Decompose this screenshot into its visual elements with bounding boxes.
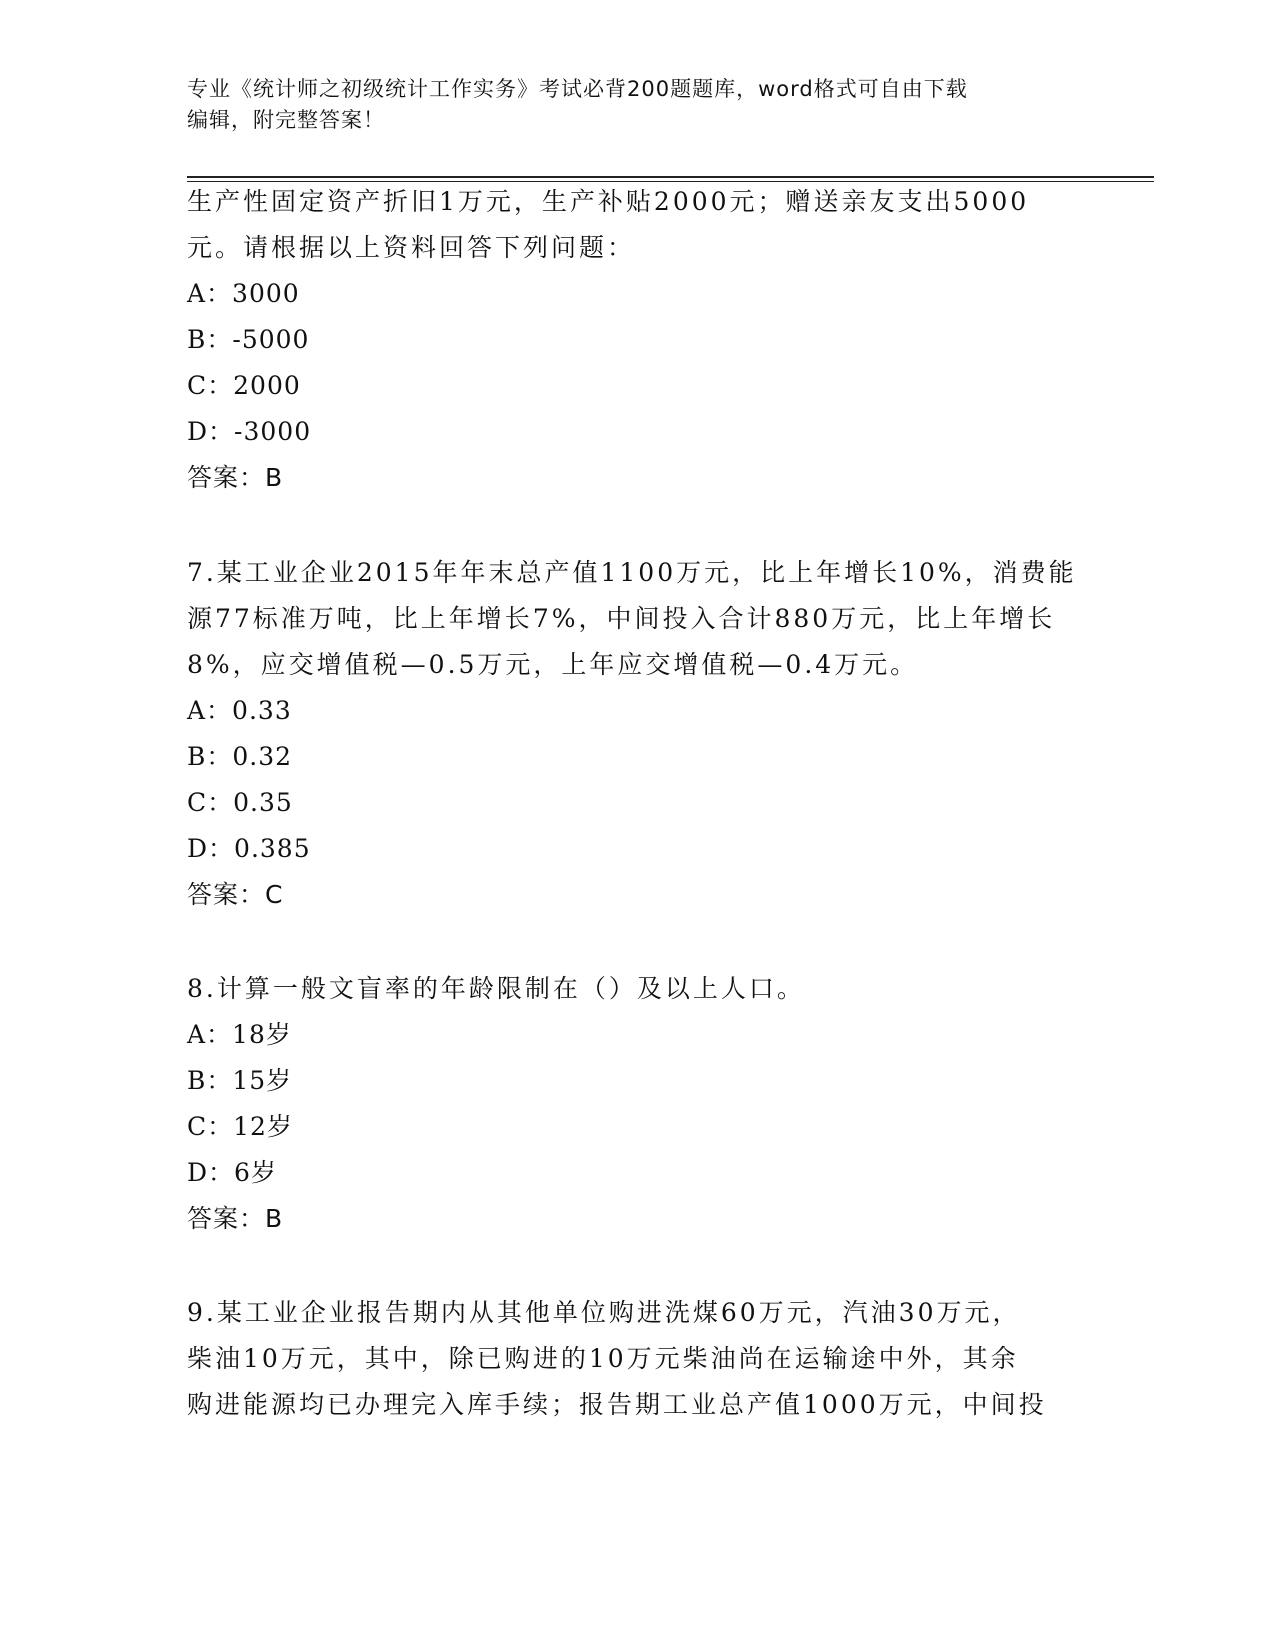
option-c: C：0.35 bbox=[187, 788, 293, 817]
question-text-line: 9.某工业企业报告期内从其他单位购进洗煤60万元，汽油30万元， bbox=[187, 1298, 1021, 1327]
question-text-line: 柴油10万元，其中，除已购进的10万元柴油尚在运输途中外，其余 bbox=[187, 1344, 1019, 1373]
header-line: 编辑，附完整答案！ bbox=[187, 108, 385, 132]
option-d: D：-3000 bbox=[187, 417, 312, 446]
answer-line: 答案：B bbox=[187, 1204, 284, 1233]
header-line: 专业《统计师之初级统计工作实务》考试必背200题题库，word格式可自由下载 bbox=[187, 77, 968, 101]
answer-line: 答案：C bbox=[187, 880, 284, 909]
answer-line: 答案：B bbox=[187, 463, 284, 492]
option-d: D：0.385 bbox=[187, 834, 311, 863]
question-text-line: 8%，应交增值税—0.5万元，上年应交增值税—0.4万元。 bbox=[187, 650, 919, 679]
question-6 bbox=[187, 179, 1087, 501]
question-7 bbox=[187, 550, 1087, 918]
question-text-line: 购进能源均已办理完入库手续；报告期工业总产值1000万元，中间投 bbox=[187, 1390, 1047, 1419]
question-text-line: 8.计算一般文盲率的年龄限制在（）及以上人口。 bbox=[187, 974, 805, 1003]
option-b: B：15岁 bbox=[187, 1066, 293, 1095]
question-8 bbox=[187, 966, 1087, 1242]
option-a: A：3000 bbox=[187, 279, 300, 308]
option-c: C：12岁 bbox=[187, 1112, 293, 1141]
question-text-line: 元。请根据以上资料回答下列问题： bbox=[187, 233, 636, 262]
option-d: D：6岁 bbox=[187, 1158, 277, 1187]
option-b: B：-5000 bbox=[187, 325, 310, 354]
question-text-line: 7.某工业企业2015年年末总产值1100万元，比上年增长10%，消费能 bbox=[187, 558, 1077, 587]
option-a: A：0.33 bbox=[187, 696, 292, 725]
question-text-line: 源77标准万吨，比上年增长7%，中间投入合计880万元，比上年增长 bbox=[187, 604, 1056, 633]
question-text-line: 生产性固定资产折旧1万元，生产补贴2000元；赠送亲友支出5000 bbox=[187, 187, 1030, 216]
document-header bbox=[187, 74, 1067, 136]
option-a: A：18岁 bbox=[187, 1020, 292, 1049]
option-c: C：2000 bbox=[187, 371, 301, 400]
header-divider bbox=[187, 176, 1154, 178]
question-9 bbox=[187, 1290, 1087, 1428]
option-b: B：0.32 bbox=[187, 742, 293, 771]
